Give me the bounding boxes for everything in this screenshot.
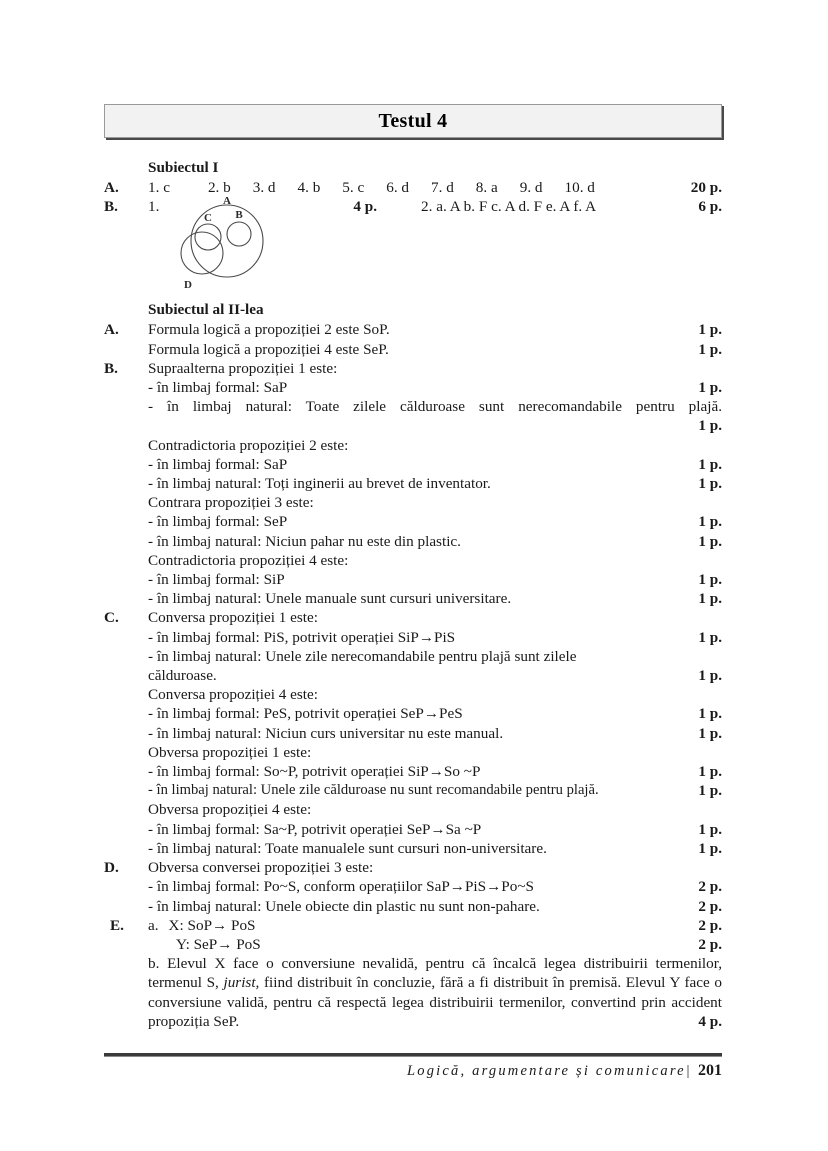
text-c-g1-formal: - în limbaj formal: PiS, potrivit operației SiP→PiS	[148, 628, 456, 646]
row-b-g1-natural	[104, 397, 722, 416]
venn-label-d: D	[184, 279, 192, 291]
text-c-g4-formal: - în limbaj formal: Sa~P, potrivit operației SeP→Sa ~P	[148, 820, 482, 838]
text-b-g3-formal: - în limbaj formal: SeP	[148, 513, 288, 531]
row-c-g1-natural-l1	[104, 647, 722, 666]
answer-10: 10. d	[564, 179, 595, 196]
text-b-g4-title: Contradictoria propoziției 4 este:	[148, 551, 349, 569]
venn-circle-d	[181, 232, 223, 274]
row-d-natural	[104, 897, 722, 916]
answer-7: 7. d	[431, 179, 454, 196]
row-c-g1-natural-l2	[104, 666, 722, 685]
answer-list-a	[148, 178, 683, 197]
row-subiectul-ii-d	[104, 858, 722, 877]
e-a-label: a.	[148, 916, 159, 934]
points-e-a-line-2: 2 p.	[698, 935, 722, 953]
text-c-g1-title: Conversa propoziției 1 este:	[148, 609, 318, 627]
text-c-g4-title: Obversa propoziției 4 este:	[148, 801, 312, 819]
text-e-b-part-1: b. Elevul X face o conversiune nevalidă, pentru că încalcă legea distribuirii termenilor, termenul S,	[148, 955, 722, 992]
venn-circle-c	[195, 224, 221, 250]
answer-9: 9. d	[519, 179, 543, 196]
points-b-g1-formal: 1 p.	[698, 379, 722, 397]
points-a-line-1: 1 p.	[698, 321, 722, 339]
text-c-g3-natural: - în limbaj natural: Unele zile călduroase nu sunt recomandabile pentru plajă.	[148, 782, 599, 799]
row-c-g3-formal	[104, 762, 722, 781]
row-e-a-line-2	[104, 935, 722, 954]
row-c-g4-title	[104, 800, 722, 819]
row-b-g2-natural	[104, 474, 722, 493]
text-b-g2-formal: - în limbaj formal: SaP	[148, 455, 288, 473]
row-subiectul-ii-c	[104, 608, 722, 627]
points-c-g3-formal: 1 p.	[698, 763, 722, 781]
points-subiectul-i-a: 20 p.	[690, 179, 722, 196]
points-c-g1-formal: 1 p.	[698, 628, 722, 646]
row-c-g3-natural	[104, 781, 722, 800]
row-letter-b: B.	[104, 198, 118, 216]
text-c-g3-formal: - în limbaj formal: So~P, potrivit operației SiP→So ~P	[148, 763, 481, 781]
points-c-g1-natural: 1 p.	[698, 667, 722, 685]
text-d-title: Obversa conversei propoziției 3 este:	[148, 859, 374, 877]
points-c-g3-natural: 1 p.	[698, 782, 722, 800]
points-b-g2-natural: 1 p.	[698, 475, 722, 493]
points-item-1: 4 p.	[353, 198, 378, 216]
venn-label-b: B	[235, 209, 243, 221]
venn-label-c: C	[204, 212, 212, 224]
points-a-line-2: 1 p.	[698, 340, 722, 358]
text-a-line-2: Formula logică a propoziției 4 este SeP.	[148, 340, 389, 358]
row-subiectul-i-a	[104, 178, 722, 197]
answer-5: 5. c	[342, 179, 365, 196]
row-c-g4-natural	[104, 839, 722, 858]
footer-page-number: 201	[698, 1062, 722, 1079]
row-b-g3-natural	[104, 532, 722, 551]
row-letter-a: A.	[104, 179, 119, 196]
text-c-g3-title: Obversa propoziției 1 este:	[148, 743, 312, 761]
text-e-a-line-1: X: SoP→ PoS	[168, 916, 256, 934]
text-b-g3-natural: - în limbaj natural: Niciun pahar nu este din plastic.	[148, 532, 461, 550]
text-b-g2-natural: - în limbaj natural: Toți inginerii au brevet de inventator.	[148, 475, 491, 493]
row-c-g4-formal	[104, 820, 722, 839]
row-letter-c: C.	[104, 609, 119, 627]
points-d-formal: 2 p.	[698, 878, 722, 896]
points-b-g4-natural: 1 p.	[698, 590, 722, 608]
paragraph-e-b	[148, 954, 722, 1031]
text-c-g1-natural-l1: - în limbaj natural: Unele zile nerecomandabile pentru plajă sunt zilele	[148, 647, 577, 665]
row-c-g3-title	[104, 743, 722, 762]
row-c-g1-formal	[104, 628, 722, 647]
points-c-g4-natural: 1 p.	[698, 839, 722, 857]
row-letter-d: D.	[104, 859, 119, 877]
venn-diagram	[176, 196, 286, 296]
footer-divider	[104, 1053, 722, 1057]
heading-subiectul-i: Subiectul I	[148, 159, 219, 176]
points-item-2: 6 p.	[698, 198, 722, 216]
text-c-g2-title: Conversa propoziției 4 este:	[148, 686, 318, 704]
row-b-g3-formal	[104, 512, 722, 531]
row-b-g3-title	[104, 493, 722, 512]
answer-8: 8. a	[475, 179, 498, 196]
row-letter-e: E.	[110, 916, 124, 934]
venn-circle-a	[191, 205, 263, 277]
points-e-b: 4 p.	[698, 1012, 722, 1030]
answer-2: 2. b	[207, 179, 231, 196]
row-c-g2-natural	[104, 724, 722, 743]
points-c-g2-natural: 1 p.	[698, 724, 722, 742]
points-d-natural: 2 p.	[698, 897, 722, 915]
row-subiectul-ii-b	[104, 359, 722, 378]
row-e-b-paragraph	[104, 954, 722, 1031]
row-letter-b2: B.	[104, 359, 118, 377]
text-e-b-part-2: fiind distribuit în concluzie, fără a fi distribuit în premisă. Elevul Y face o conversiune validă, pentru că respectă legea distribuirii termenilor, convertind prin accident propoziția SeP.	[148, 974, 722, 1030]
footer-book-title: Logică, argumentare și comunicare|	[407, 1063, 692, 1079]
text-d-natural: - în limbaj natural: Unele obiecte din plastic nu sunt non-pahare.	[148, 897, 540, 915]
row-b-g4-natural	[104, 589, 722, 608]
text-b-g1-formal: - în limbaj formal: SaP	[148, 379, 288, 397]
item-2-answers: 2. a. A b. F c. A d. F e. A f. A	[421, 198, 597, 216]
row-d-formal	[104, 877, 722, 896]
points-c-g4-formal: 1 p.	[698, 820, 722, 838]
row-b-g1-formal	[104, 378, 722, 397]
points-b-g2-formal: 1 p.	[698, 455, 722, 473]
row-b-g1-natural-points	[104, 416, 722, 435]
heading-subiectul-ii: Subiectul al II-lea	[148, 301, 264, 319]
text-b-g4-natural: - în limbaj natural: Unele manuale sunt cursuri universitare.	[148, 590, 512, 608]
row-subiectul-ii-e	[104, 916, 722, 935]
answer-1: 1. c	[148, 179, 170, 196]
text-e-b-italic: jurist,	[223, 974, 260, 992]
text-c-g2-formal: - în limbaj formal: PeS, potrivit operației SeP→PeS	[148, 705, 463, 723]
text-b-g1-title: Supraalterna propoziției 1 este:	[148, 359, 338, 377]
answer-6: 6. d	[386, 179, 409, 196]
row-b-g2-title	[104, 436, 722, 455]
text-b-g3-title: Contrara propoziției 3 este:	[148, 494, 314, 512]
row-letter-a2: A.	[104, 321, 119, 339]
points-b-g1-natural: 1 p.	[698, 417, 722, 435]
answer-4: 4. b	[297, 179, 321, 196]
page-title: Testul 4	[378, 109, 448, 132]
text-c-g2-natural: - în limbaj natural: Niciun curs universitar nu este manual.	[148, 724, 504, 742]
points-b-g3-natural: 1 p.	[698, 532, 722, 550]
row-subiectul-ii-a	[104, 320, 722, 339]
venn-label-a: A	[223, 196, 231, 207]
row-c-g2-title	[104, 685, 722, 704]
text-a-line-1: Formula logică a propoziției 2 este SoP.	[148, 321, 390, 339]
row-b-g4-title	[104, 551, 722, 570]
text-d-formal: - în limbaj formal: Po~S, conform operațiilor SaP→PiS→Po~S	[148, 878, 534, 896]
row-b-g2-formal	[104, 455, 722, 474]
text-c-g1-natural-l2: călduroase.	[148, 667, 217, 685]
item-1-label: 1.	[148, 198, 160, 216]
test-title-box	[104, 104, 722, 138]
answer-3: 3. d	[252, 179, 276, 196]
row-b-g4-formal	[104, 570, 722, 589]
text-b-g4-formal: - în limbaj formal: SiP	[148, 571, 285, 589]
points-b-g4-formal: 1 p.	[698, 571, 722, 589]
points-e-a-line-1: 2 p.	[698, 916, 722, 934]
row-a-line-2	[104, 340, 722, 359]
text-b-g2-title: Contradictoria propoziției 2 este:	[148, 436, 349, 454]
text-e-a-line-2: Y: SeP→ PoS	[176, 935, 261, 953]
footer	[104, 1060, 722, 1082]
row-c-g2-formal	[104, 704, 722, 723]
text-b-g1-natural: - în limbaj natural: Toate zilele călduroase sunt nerecomandabile pentru plajă.	[148, 398, 722, 416]
points-c-g2-formal: 1 p.	[698, 705, 722, 723]
venn-circle-b	[227, 222, 251, 246]
text-c-g4-natural: - în limbaj natural: Toate manualele sunt cursuri non-universitare.	[148, 839, 547, 857]
points-b-g3-formal: 1 p.	[698, 513, 722, 531]
